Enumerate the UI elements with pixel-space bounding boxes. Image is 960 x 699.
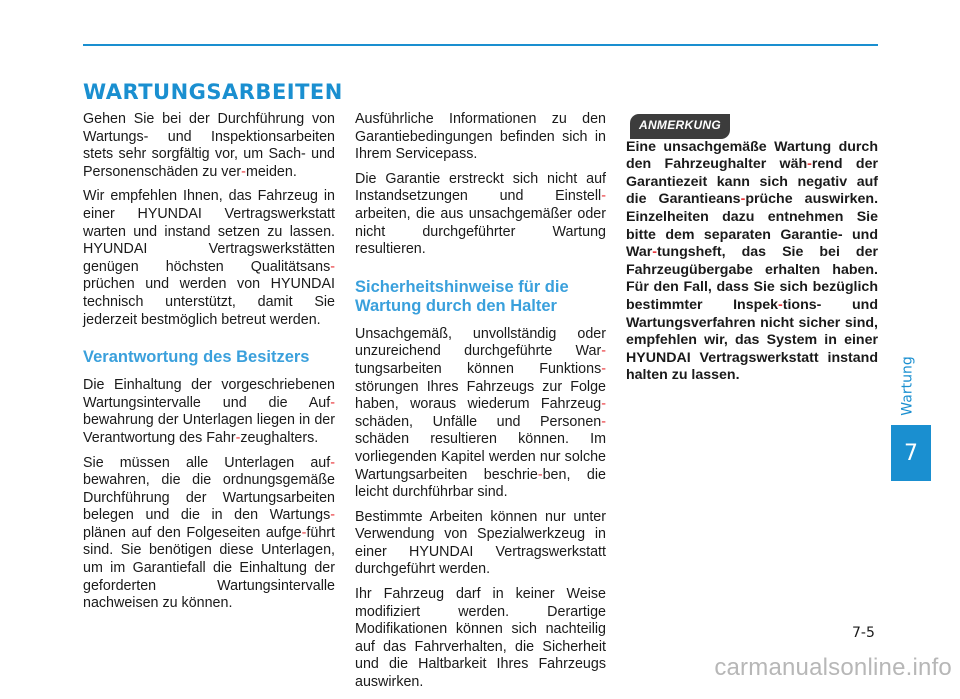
paragraph: Ausführliche Informationen zu den Garantiebedingungen befinden sich in Ihrem Servicepass. (355, 111, 606, 163)
paragraph: Unsachgemäß, unvollständig oder unzureichend durchgeführte War-tungsarbeiten können Funktions-störungen Ihres Fahrzeugs zur Folge haben, woraus wiederum Fahrzeug-schäden, Unfälle und Personen-schäden resultieren können. Im vorliegenden Kapitel werden nur solche Wartungsarbeiten beschrie-ben, die leicht durchführbar sind. (355, 325, 606, 501)
paragraph: Ihr Fahrzeug darf in keiner Weise modifiziert werden. Derartige Modifikationen können sich nachteilig auf das Fahrverhalten, die Sicherheit und die Haltbarkeit Ihres Fahrzeugs auswirken. (355, 586, 606, 691)
hyphen: - (235, 429, 241, 446)
chapter-number: 7 (904, 440, 918, 466)
subheading-safety-notes: Sicherheitshinweise für die Wartung durch den Halter (355, 277, 569, 315)
note-badge: ANMERKUNG (630, 114, 730, 139)
section-title: WARTUNGSARBEITEN (83, 80, 343, 104)
chapter-label (878, 356, 938, 416)
hyphen: - (601, 360, 606, 377)
hyphen: - (537, 466, 543, 483)
paragraph: Wir empfehlen Ihnen, das Fahrzeug in einer HYUNDAI Vertragswerkstatt warten und instand setzen zu lassen. HYUNDAI Vertragswerkstätten genügen höchsten Qualitätsans-prüchen und werden von HYUNDAI technisch unterstützt, damit Sie jederzeit bestmöglich betreut werden. (83, 188, 335, 328)
subheading-owner-responsibility: Verantwortung des Besitzers (83, 348, 310, 367)
paragraph: Bestimmte Arbeiten können nur unter Verwendung von Spezialwerkzeug in einer HYUNDAI Vertragswerkstatt durchgeführt werden. (355, 508, 606, 578)
hyphen: - (807, 156, 812, 173)
paragraph: Sie müssen alle Unterlagen auf-bewahren, die die ordnungsgemäße Durchführung der Wartungsarbeiten belegen und die in den Wartungs-plänen auf den Folgeseiten aufge-führt sind. Sie benötigen diese Unterlagen, um im Garantiefall die Einhaltung der geforderten Wartungsintervalle nachweisen zu können. (83, 454, 335, 612)
column-1 (83, 111, 335, 620)
paragraph: Gehen Sie bei der Durchführung von Wartungs- und Inspektionsarbeiten stets sehr sorgfältig vor, um Sach- und Personenschäden zu ver-meiden. (83, 111, 335, 180)
top-rule (83, 44, 878, 46)
paragraph: Die Einhaltung der vorgeschriebenen Wartungsintervalle und die Auf-bewahrung der Unterlagen liegen in der Verantwortung des Fahr-zeughalters. (83, 377, 335, 446)
hyphen: - (330, 258, 335, 275)
hyphen: - (330, 454, 335, 471)
chapter-name: Wartung (900, 356, 916, 416)
note-text: Eine unsachgemäße Wartung durch den Fahrzeughalter wäh-rend der Garantiezeit kann sich negativ auf die Garantieans-prüche auswirken. Einzelheiten dazu entnehmen Sie bitte dem separaten Garantie- und War-tungsheft, das Sie bei der Fahrzeugübergabe erhalten haben. Für den Fall, dass Sie sich bezüglich bestimmter Inspek-tions- und Wartungsverfahren nicht sicher sind, empfehlen wir, das System in einer HYUNDAI Vertragswerkstatt instand halten zu lassen. (626, 138, 879, 384)
hyphen: - (601, 413, 606, 430)
chapter-tab (891, 425, 931, 481)
column-2 (355, 111, 606, 699)
hyphen: - (330, 394, 335, 411)
hyphen: - (330, 507, 335, 524)
hyphen: - (601, 396, 606, 413)
hyphen: - (241, 163, 246, 180)
hyphen: - (301, 524, 307, 541)
hyphen: - (601, 188, 606, 205)
paragraph: Die Garantie erstreckt sich nicht auf Instandsetzungen und Einstell-arbeiten, die aus unsachgemäßer oder nicht durchgeführter Wartung resultieren. (355, 170, 606, 258)
watermark: carmanualsonline.info (714, 654, 952, 681)
column-3 (626, 111, 878, 392)
hyphen: - (778, 296, 783, 313)
hyphen: - (601, 343, 606, 360)
hyphen: - (740, 191, 746, 208)
page-number: 7-5 (852, 625, 875, 641)
hyphen: - (652, 244, 658, 261)
